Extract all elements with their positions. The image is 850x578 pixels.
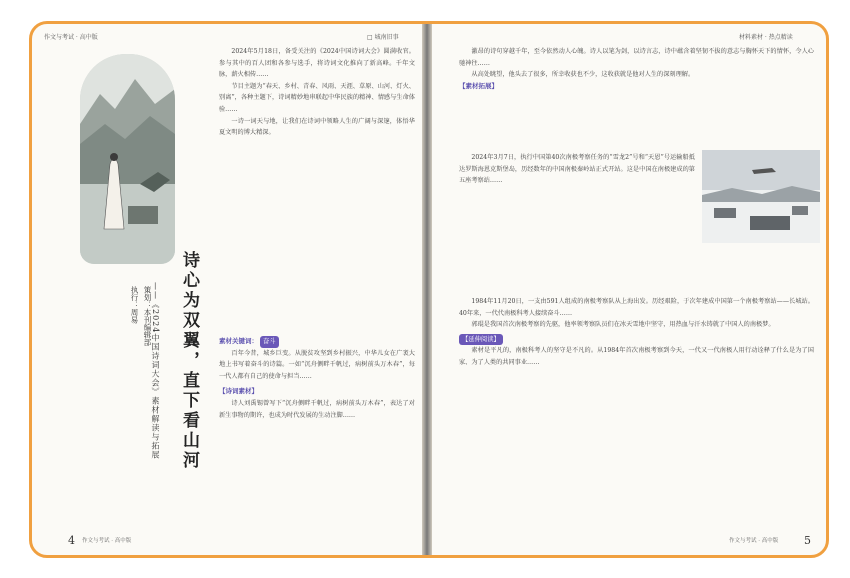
keyword-heading	[219, 336, 415, 348]
left-footer: 作文与考试 · 高中版	[82, 538, 132, 544]
right-footer: 作文与考试 · 高中版	[729, 538, 779, 544]
material-column	[459, 152, 695, 187]
antarctic-station-photo	[702, 150, 820, 243]
reading-heading	[459, 334, 814, 346]
right-paragraph-1: 激昂的诗句穿越千年，至今依然动人心魄。诗人以笔为剑，以诗言志，诗中蕴含着坚韧不拔的意志与胸怀天下的情怀，令人心驰神往……	[459, 48, 814, 67]
poem-paragraph: 诗人刘禹锡曾写下“沉舟侧畔千帆过，病树前头万木春”，表达了对新生事物的期许，也成为时代发展的生动注脚……	[219, 399, 415, 419]
right-top-column	[459, 46, 814, 92]
right-bottom-column	[459, 296, 814, 369]
intro-paragraph-2: 节目主题为“春天、乡村、青春、风雨、天涯、草原、山河、灯火、别离”，各种主题下，诗词精妙地串联起中华民族的精神、情感与生命体验……	[219, 82, 415, 113]
article-subtitle: ——《2024中国诗词大会》素材解读与拓展	[151, 282, 160, 460]
left-header-right: □ 城南旧事	[367, 34, 399, 41]
byline-planning: 策划：本刊编辑部	[143, 286, 152, 346]
reading-label: 【延伸阅读】	[459, 334, 503, 346]
left-page-number: 4	[68, 534, 75, 547]
history-paragraph: 1984年11月20日，一支由591人组成的南极考察队从上海出发。历经艰险，于次年建成中国第一个南极考察站——长城站。40年来，一代代南极科考人接续奋斗……	[459, 298, 814, 317]
intro-paragraph-1: 2024年5月18日，备受关注的《2024中国诗词大会》圆满收官。参与其中的百人团和各参与选手，将诗词文化推向了新高峰。千年文脉，薪火相传……	[219, 48, 415, 79]
ink-painting-svg	[80, 54, 175, 264]
right-header-tag: 材料素材 · 热点精读	[739, 34, 793, 41]
material-section-label: 【素材拓展】	[459, 81, 498, 90]
intro-paragraph-3: 一诗一词天与地，让我们在诗词中领略人生的广阔与深邃，体悟华夏文明的博大精深。	[219, 117, 415, 137]
article-title: 诗心为双翼，直下看山河	[179, 251, 199, 471]
keyword-column	[219, 336, 415, 421]
keyword-label: 素材关键词：	[219, 337, 258, 345]
right-page	[429, 24, 826, 555]
keyword-badge: 奋斗	[260, 336, 279, 348]
right-page-number: 5	[804, 534, 811, 547]
intro-column	[219, 46, 415, 139]
ink-painting-illustration	[80, 54, 175, 264]
byline	[128, 286, 154, 346]
left-page	[32, 24, 425, 555]
poem-section-label: 【诗词素材】	[219, 387, 258, 396]
left-header-tag: 作文与考试 · 高中版	[44, 34, 98, 41]
keyword-paragraph: 百年今昔，城乡巨变。从脱贫攻坚到乡村振兴，中华儿女在广袤大地上书写着奋斗的诗篇。一如“沉舟侧畔千帆过，病树前头万木春”，每一代人都有自己的使命与担当……	[219, 349, 415, 380]
antarctic-photo-svg	[702, 150, 820, 243]
magazine-spread	[29, 21, 829, 558]
reading-paragraph: 素材是平凡的，南极科考人的坚守是不凡的。从1984年首次南极考察到今天，一代又一代南极人用行动诠释了什么是为了国家、为了人类的共同事业……	[459, 347, 814, 366]
pioneer-paragraph: 郭琨是我国首次南极考察的先驱，他率领考察队员们在冰天雪地中坚守，用热血与汗水铸就了中国人的南极梦。	[471, 321, 775, 329]
material-paragraph: 2024年3月7日，执行中国第40次南极考察任务的“雪龙2”号和“天恩”号运输船抵达罗斯海恩克斯堡岛，历经数年的中国南极秦岭站正式开站。这是中国在南极建成的第五座考察站……	[459, 154, 695, 185]
byline-execution: 执行：周易	[130, 286, 139, 324]
right-paragraph-2: 从高处眺望，他头去了很多，所幸收获也不少，这收获就是他对人生的深刻理解。	[471, 71, 695, 79]
